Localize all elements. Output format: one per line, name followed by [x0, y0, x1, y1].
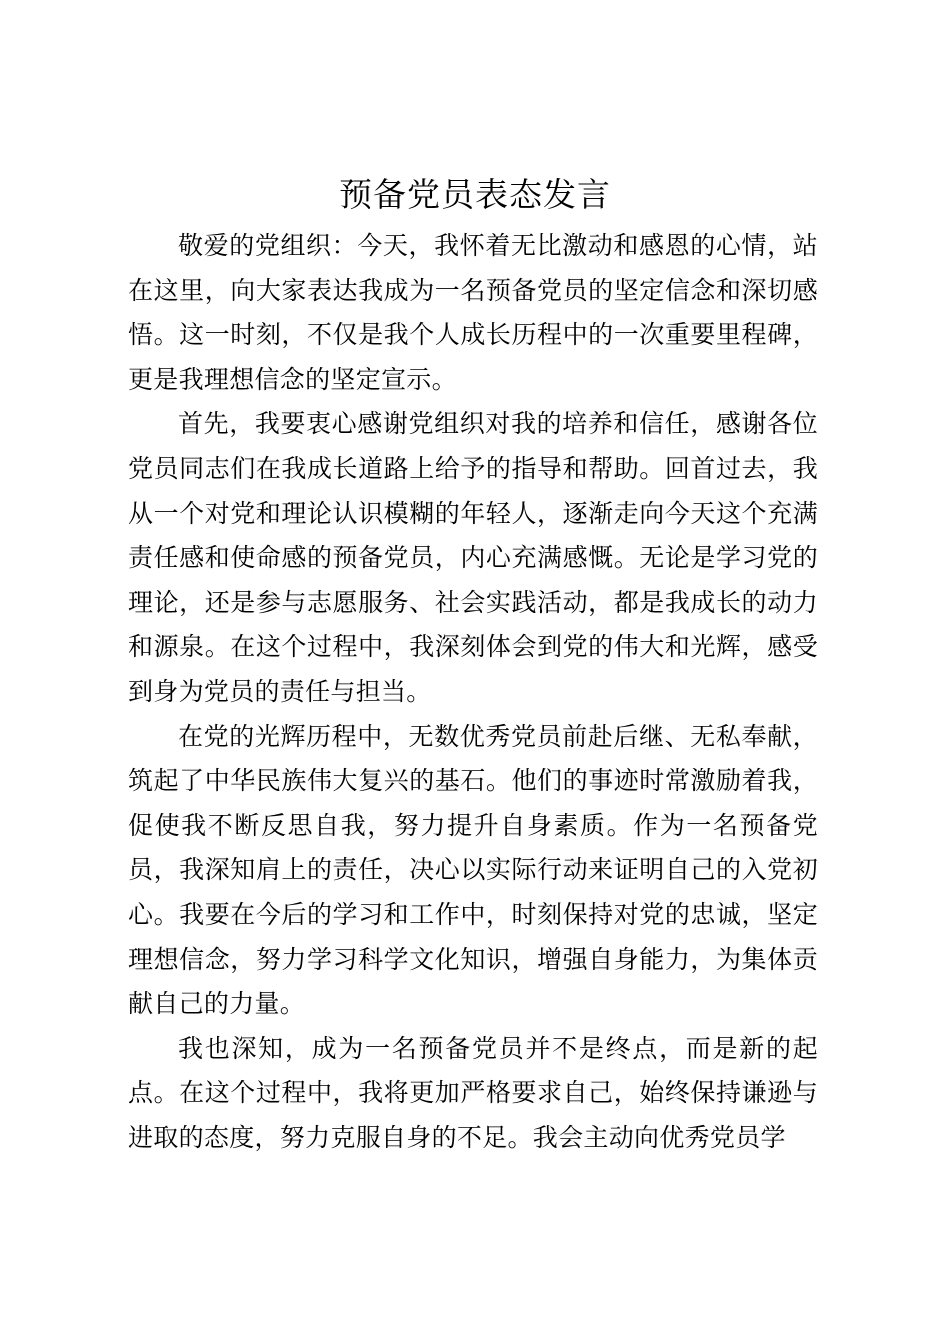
paragraph-inspiration: 在党的光辉历程中，无数优秀党员前赴后继、无私奉献，筑起了中华民族伟大复兴的基石。他们的事迹时常激励着我，促使我不断反思自我，努力提升自身素质。作为一名预备党员，我深知肩上的责任，决心以实际行动来证明自己的入党初心。我要在今后的学习和工作中，时刻保持对党的忠诚，坚定理想信念，努力学习科学文化知识，增强自身能力，为集体贡献自己的力量。	[128, 721, 818, 1019]
paragraph-new-start: 我也深知，成为一名预备党员并不是终点，而是新的起点。在这个过程中，我将更加严格要求自己，始终保持谦逊与进取的态度，努力克服自身的不足。我会主动向优秀党员学	[128, 1033, 818, 1152]
document-body	[128, 224, 818, 1160]
paragraph-greeting: 敬爱的党组织：今天，我怀着无比激动和感恩的心情，站在这里，向大家表达我成为一名预备党员的坚定信念和深切感悟。这一时刻，不仅是我个人成长历程中的一次重要里程碑，更是我理想信念的坚定宣示。	[128, 231, 818, 394]
document-title: 预备党员表态发言	[339, 175, 611, 214]
paragraph-gratitude: 首先，我要衷心感谢党组织对我的培养和信任，感谢各位党员同志们在我成长道路上给予的指导和帮助。回首过去，我从一个对党和理论认识模糊的年轻人，逐渐走向今天这个充满责任感和使命感的预备党员，内心充满感慨。无论是学习党的理论，还是参与志愿服务、社会实践活动，都是我成长的动力和源泉。在这个过程中，我深刻体会到党的伟大和光辉，感受到身为党员的责任与担当。	[128, 409, 818, 706]
